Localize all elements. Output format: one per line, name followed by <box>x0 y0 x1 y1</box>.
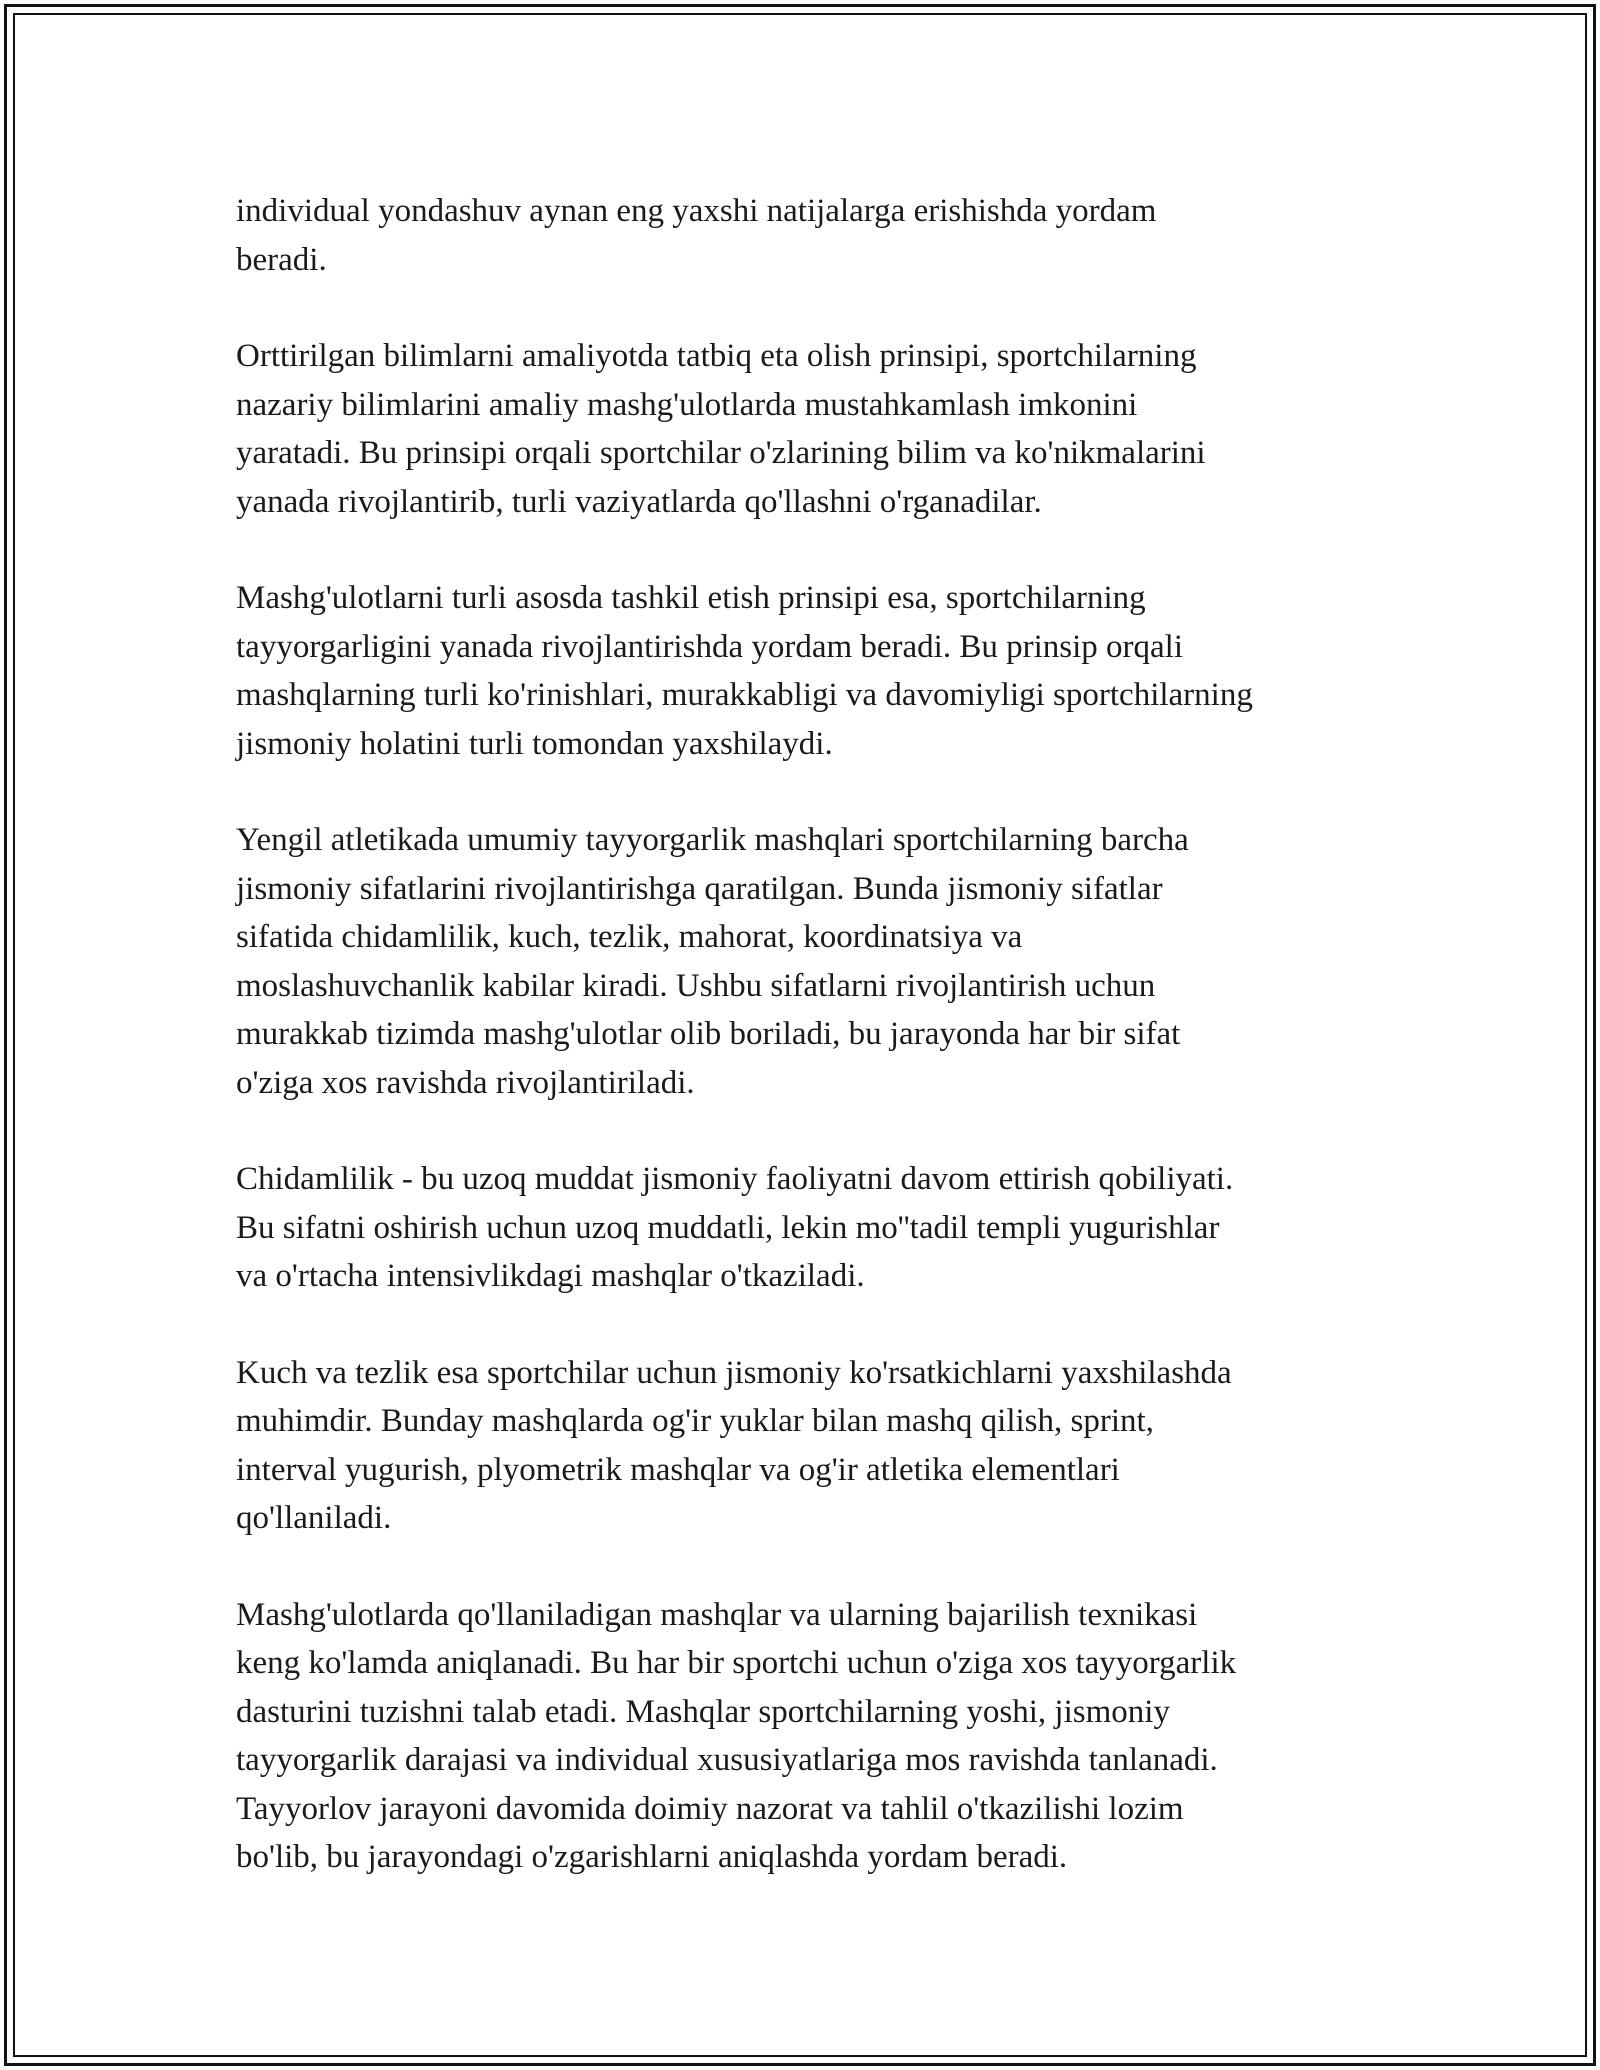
paragraph-3 <box>236 574 1386 768</box>
text-line: mashqlarning turli ko'rinishlari, murakkabligi va davomiyligi sportchilarning <box>236 677 1253 713</box>
text-line: va o'rtacha intensivlikdagi mashqlar o'tkaziladi. <box>236 1258 865 1294</box>
text-line: tayyorgarligini yanada rivojlantirishda yordam beradi. Bu prinsip orqali <box>236 628 1183 665</box>
text-line: Mashg'ulotlarni turli asosda tashkil etish prinsipi esa, sportchilarning <box>236 580 1146 616</box>
text-line: Tayyorlov jarayoni davomida doimiy nazorat va tahlil o'tkazilishi lozim <box>236 1790 1184 1827</box>
paragraph-5 <box>236 1155 1386 1301</box>
paragraph-6 <box>236 1349 1386 1543</box>
text-line: individual yondashuv aynan eng yaxshi natijalarga erishishda yordam <box>236 193 1157 229</box>
text-line: jismoniy sifatlarini rivojlantirishga qaratilgan. Bunda jismoniy sifatlar <box>236 870 1163 907</box>
document-body <box>236 187 1386 1930</box>
text-line: muhimdir. Bunday mashqlarda og'ir yuklar bilan mashq qilish, sprint, <box>236 1403 1154 1439</box>
text-line: nazariy bilimlarini amaliy mashg'ulotlarda mustahkamlash imkonini <box>236 386 1138 423</box>
paragraph-4 <box>236 816 1386 1107</box>
text-line: keng ko'lamda aniqlanadi. Bu har bir sportchi uchun o'ziga xos tayyorgarlik <box>236 1645 1237 1681</box>
text-line: Mashg'ulotlarda qo'llaniladigan mashqlar va ularning bajarilish texnikasi <box>236 1596 1198 1633</box>
text-line: dasturini tuzishni talab etadi. Mashqlar sportchilarning yoshi, jismoniy <box>236 1693 1170 1730</box>
text-line: Orttirilgan bilimlarni amaliyotda tatbiq eta olish prinsipi, sportchilarning <box>236 338 1197 374</box>
text-line: Yengil atletikada umumiy tayyorgarlik mashqlari sportchilarning barcha <box>236 822 1189 858</box>
text-line: o'ziga xos ravishda rivojlantiriladi. <box>236 1064 695 1101</box>
paragraph-2 <box>236 332 1386 526</box>
text-line: interval yugurish, plyometrik mashqlar va og'ir atletika elementlari <box>236 1451 1120 1488</box>
text-line: sifatida chidamlilik, kuch, tezlik, mahorat, koordinatsiya va <box>236 919 1023 955</box>
text-line: jismoniy holatini turli tomondan yaxshilaydi. <box>236 725 833 762</box>
text-line: Kuch va tezlik esa sportchilar uchun jismoniy ko'rsatkichlarni yaxshilashda <box>236 1354 1232 1391</box>
text-line: tayyorgarlik darajasi va individual xususiyatlariga mos ravishda tanlanadi. <box>236 1742 1218 1778</box>
paragraph-7 <box>236 1591 1386 1882</box>
text-line: qo'llaniladi. <box>236 1500 392 1536</box>
text-line: yaratadi. Bu prinsipi orqali sportchilar o'zlarining bilim va ko'nikmalarini <box>236 435 1206 471</box>
text-line: bo'lib, bu jarayondagi o'zgarishlarni aniqlashda yordam beradi. <box>236 1839 1068 1875</box>
paragraph-1 <box>236 187 1386 284</box>
text-line: yanada rivojlantirib, turli vaziyatlarda qo'llashni o'rganadilar. <box>236 483 1042 520</box>
text-line: Chidamlilik - bu uzoq muddat jismoniy faoliyatni davom ettirish qobiliyati. <box>236 1161 1234 1197</box>
text-line: moslashuvchanlik kabilar kiradi. Ushbu sifatlarni rivojlantirish uchun <box>236 967 1156 1004</box>
text-line: beradi. <box>236 241 327 278</box>
text-line: murakkab tizimda mashg'ulotlar olib boriladi, bu jarayonda har bir sifat <box>236 1016 1181 1052</box>
text-line: Bu sifatni oshirish uchun uzoq muddatli, lekin mo''tadil templi yugurishlar <box>236 1209 1220 1246</box>
